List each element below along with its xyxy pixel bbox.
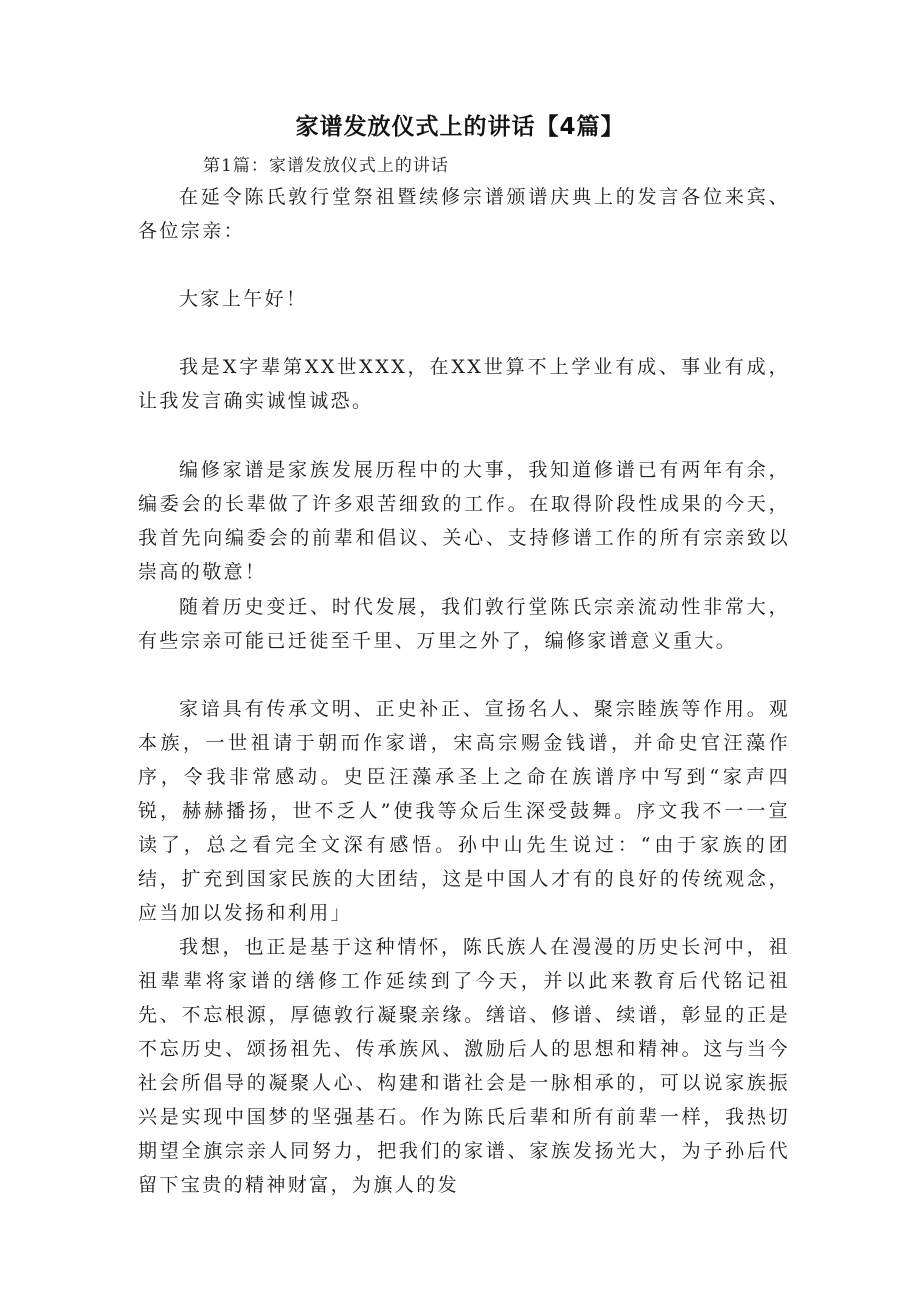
paragraph-conclusion: 我想，也正是基于这种情怀，陈氏族人在漫漫的历史长河中，祖祖辈辈将家谱的缮修工作延续到了今天，并以此来教育后代铭记祖先、不忘根源，厚德敦行凝聚亲缘。缮谙、修谱、续谱，彰显的正是不忘历史、颂扬祖先、传承族风、激励后人的思想和精神。这与当今社会所倡导的凝聚人心、构建和谐社会是一脉相承的，可以说家族振兴是实现中国梦的坚强基石。作为陈氏后辈和所有前辈一样，我热切期望全旗宗亲人同努力，把我们的家谱、家族发扬光大，为子孙后代留下宝贵的精神财富，为旗人的发 — [138, 936, 790, 1196]
paragraph-greeting-header: 在延令陈氏敦行堂祭祖暨续修宗谱颁谱庆典上的发言各位来宾、各位宗亲： — [138, 186, 790, 242]
paragraph-intro: 我是X字辈第XX世XXX，在XX世算不上学业有成、事业有成，让我发言确实诚惶诚恐。 — [138, 356, 790, 412]
paragraph-greeting: 大家上午好！ — [179, 288, 308, 310]
paragraph-genealogy-role: 家谙具有传承文明、正史补正、宣扬名人、聚宗睦族等作用。观本族，一世祖请于朝而作家谱，宋高宗赐金钱谱，并命史官汪藻作序，令我非常感动。史臣汪藻承圣上之命在族谱序中写到“家声四锐，赫赫播扬，世不乏人”使我等众后生深受鼓舞。序文我不一一宣读了，总之看完全文深有感悟。孙中山先生说过：“由于家族的团结，扩充到国家民族的大团结，这是中国人才有的良好的传统观念，应当加以发扬和利用」 — [138, 698, 790, 924]
paragraph-history: 随着历史变迁、时代发展，我们敦行堂陈氏宗亲流动性非常大，有些宗亲可能已迁徙至千里、万里之外了，编修家谱意义重大。 — [138, 596, 790, 652]
paragraph-editing: 编修家谱是家族发展历程中的大事，我知道修谱已有两年有余，编委会的长辈做了许多艰苦细致的工作。在取得阶段性成果的今天，我首先向编委会的前辈和倡议、关心、支持修谱工作的所有宗亲致以崇高的敬意！ — [138, 459, 790, 583]
section-subtitle: 第1篇：家谱发放仪式上的讲话 — [203, 156, 449, 176]
document-title: 家谱发放仪式上的讲话【4篇】 — [295, 114, 625, 140]
